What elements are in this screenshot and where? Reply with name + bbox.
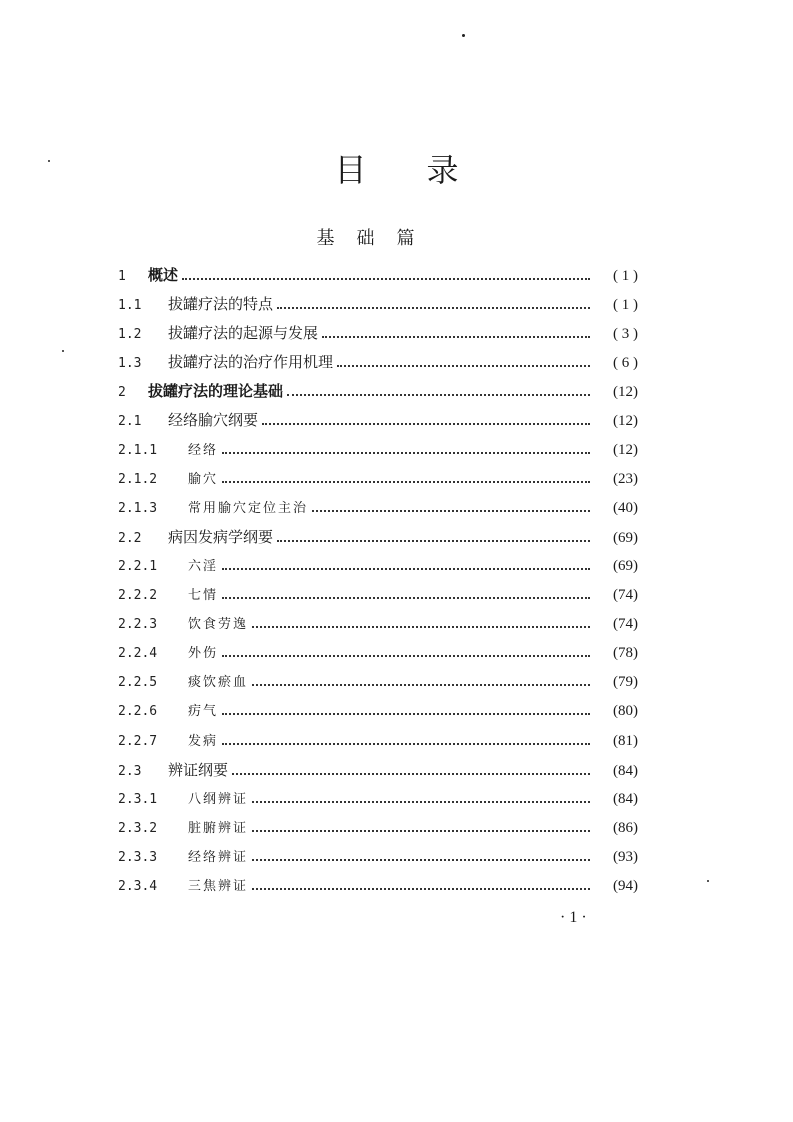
toc-entry-title: 病因发病学纲要 — [168, 527, 274, 546]
toc-entry-number: 2.2.1 — [118, 558, 158, 574]
toc-entry-number: 2.2.4 — [118, 646, 158, 662]
title-char: 录 — [426, 151, 459, 189]
toc-entry-page: (78) — [613, 645, 638, 662]
toc-entry-title: 拔罐疗法的治疗作用机理 — [168, 353, 334, 372]
toc-entry — [118, 409, 638, 438]
dot-leader — [222, 655, 590, 657]
toc-entry-page: (84) — [613, 762, 638, 779]
toc-entry-title: 拔罐疗法的特点 — [168, 295, 274, 314]
toc-entry-number: 2.2.7 — [118, 733, 158, 749]
dot-leader — [182, 278, 590, 280]
toc-entry — [118, 788, 638, 817]
dot-leader — [222, 713, 590, 715]
dot-leader — [252, 859, 590, 861]
dot-leader — [252, 684, 590, 686]
toc-entry-title: 六淫 — [188, 558, 219, 574]
toc-entry — [118, 584, 638, 613]
section-heading: 基础篇 — [316, 228, 437, 249]
toc-entry — [118, 730, 638, 759]
dot-leader — [222, 743, 590, 745]
toc-entry-number: 1.3 — [118, 356, 142, 372]
toc-entry — [118, 497, 638, 526]
toc-entry-page: (93) — [613, 848, 638, 865]
toc-entry — [118, 875, 638, 904]
toc-entry — [118, 846, 638, 875]
toc-entry — [118, 555, 638, 584]
toc-entry-title: 概述 — [148, 266, 179, 284]
dot-leader — [277, 540, 590, 542]
dot-leader — [222, 597, 590, 599]
toc-entry-title: 腧穴 — [188, 471, 219, 487]
toc-entry — [118, 759, 638, 788]
toc-entry-title: 经络腧穴纲要 — [168, 411, 259, 430]
toc-entry-page: ( 1 ) — [613, 297, 638, 314]
dot-leader — [222, 568, 590, 570]
toc-entry-page: (74) — [613, 616, 638, 633]
toc-entry-page: (81) — [613, 732, 638, 749]
toc-entry — [118, 293, 638, 322]
dot-leader — [222, 481, 590, 483]
dot-leader — [322, 336, 590, 338]
toc-entry-title: 常用腧穴定位主治 — [188, 500, 309, 516]
toc-entry-page: (12) — [613, 441, 638, 458]
toc-entry-page: (69) — [613, 557, 638, 574]
toc-entry-title: 拔罐疗法的理论基础 — [148, 382, 284, 401]
toc-entry-title: 脏腑辨证 — [188, 820, 249, 836]
dot-leader — [222, 452, 590, 454]
toc-entry-page: (74) — [613, 587, 638, 604]
toc-entry — [118, 526, 638, 555]
toc-entry — [118, 439, 638, 468]
toc-entry-title: 外伤 — [188, 646, 219, 662]
dot-leader — [252, 830, 590, 832]
dot-leader — [252, 888, 590, 890]
toc-entry-number: 2.3 — [118, 763, 142, 779]
title-char: 目 — [334, 151, 367, 189]
dot-leader — [262, 423, 590, 425]
toc-entry-number: 2.2.6 — [118, 704, 158, 720]
toc-entry-page: (69) — [613, 529, 638, 546]
toc-entry — [118, 468, 638, 497]
toc-entry-title: 辨证纲要 — [168, 760, 229, 779]
toc-entry-number: 2.1.1 — [118, 442, 158, 458]
toc-entry — [118, 817, 638, 846]
toc-entry-number: 1 — [118, 269, 126, 284]
toc-entry-title: 疠气 — [188, 704, 219, 720]
toc-entry — [118, 642, 638, 671]
scan-speck — [707, 880, 709, 882]
toc-entry — [118, 671, 638, 700]
toc-entry-number: 2 — [118, 385, 126, 401]
toc-entry-page: ( 1 ) — [613, 268, 638, 284]
dot-leader — [287, 394, 590, 396]
toc-entry-page: (86) — [613, 819, 638, 836]
toc-entry — [118, 264, 638, 293]
toc-entry-title: 三焦辨证 — [188, 878, 249, 894]
toc-entry-page: (79) — [613, 674, 638, 691]
toc-entry-title: 痰饮瘀血 — [188, 675, 249, 691]
toc-entry-number: 2.3.1 — [118, 791, 158, 807]
dot-leader — [337, 365, 590, 367]
dot-leader — [312, 510, 590, 512]
toc-entry-number: 1.2 — [118, 327, 142, 343]
toc-entry — [118, 700, 638, 729]
scan-speck — [62, 350, 64, 352]
toc-entry-title: 拔罐疗法的起源与发展 — [168, 324, 319, 343]
toc-entry-title: 饮食劳逸 — [188, 617, 249, 633]
toc-entry-number: 2.3.2 — [118, 820, 158, 836]
toc-entry-page: (40) — [613, 499, 638, 516]
toc-entry-number: 2.1.2 — [118, 471, 158, 487]
toc-entry-number: 2.3.4 — [118, 878, 158, 894]
toc-entry-number: 1.1 — [118, 298, 142, 314]
toc-entry — [118, 613, 638, 642]
page-title — [0, 145, 793, 191]
toc-entry-number: 2.1 — [118, 414, 142, 430]
scan-speck — [462, 34, 465, 37]
toc-entry-page: (12) — [613, 384, 638, 401]
toc-entry — [118, 351, 638, 380]
toc-entry-title: 八纲辨证 — [188, 791, 249, 807]
toc-entry-number: 2.2 — [118, 530, 142, 546]
toc-entry-page: (12) — [613, 413, 638, 430]
toc-entry-page: (84) — [613, 790, 638, 807]
table-of-contents — [118, 264, 638, 904]
toc-entry-page: (94) — [613, 877, 638, 894]
dot-leader — [277, 307, 590, 309]
toc-entry-title: 经络 — [188, 442, 219, 458]
toc-entry-number: 2.2.2 — [118, 588, 158, 604]
toc-entry-number: 2.3.3 — [118, 849, 158, 865]
toc-entry-title: 发病 — [188, 733, 219, 749]
toc-entry-page: ( 3 ) — [613, 326, 638, 343]
dot-leader — [252, 801, 590, 803]
dot-leader — [252, 626, 590, 628]
toc-entry-number: 2.2.3 — [118, 617, 158, 633]
page-number: · 1 · — [560, 909, 587, 926]
toc-entry — [118, 322, 638, 351]
dot-leader — [232, 773, 590, 775]
toc-entry-title: 七情 — [188, 588, 219, 604]
toc-entry-number: 2.2.5 — [118, 675, 158, 691]
toc-entry — [118, 380, 638, 409]
toc-entry-page: (80) — [613, 703, 638, 720]
toc-entry-number: 2.1.3 — [118, 500, 158, 516]
toc-entry-page: ( 6 ) — [613, 355, 638, 372]
toc-entry-page: (23) — [613, 470, 638, 487]
toc-entry-title: 经络辨证 — [188, 849, 249, 865]
